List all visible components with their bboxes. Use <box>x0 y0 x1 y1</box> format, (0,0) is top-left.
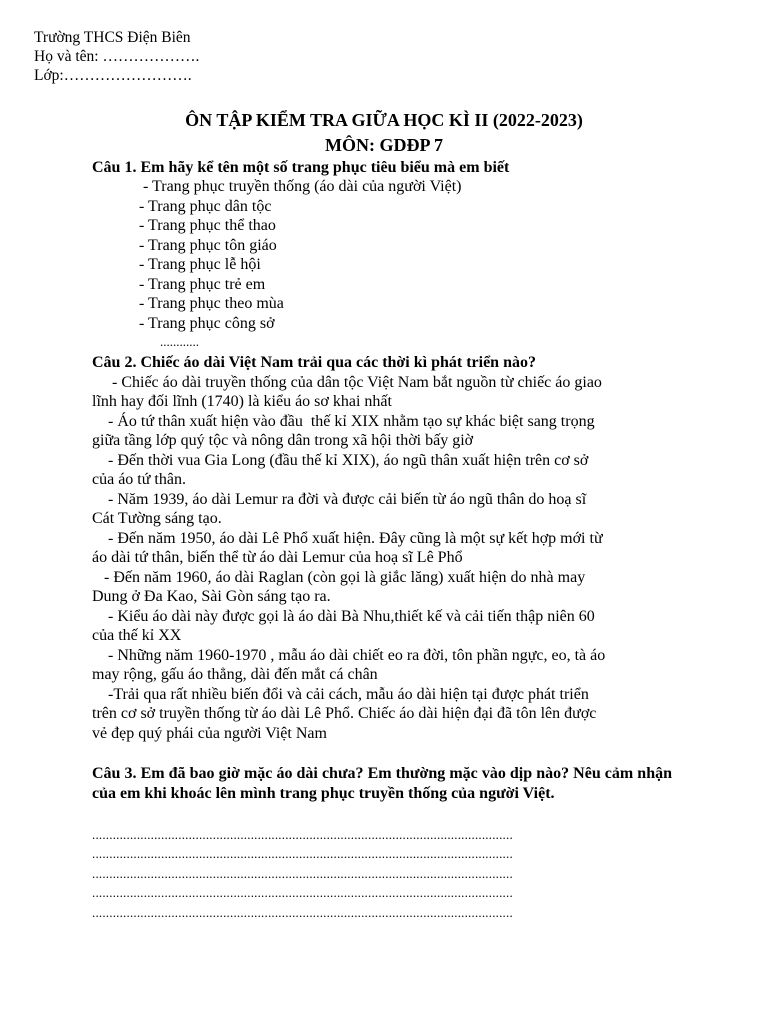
q2-line: - Kiểu áo dài này được gọi là áo dài Bà Nhu,thiết kế và cải tiến thập niên 60 <box>92 608 595 625</box>
q1-item: - Trang phục thể thao <box>139 217 276 234</box>
q1-item: - Trang phục công sở <box>139 315 275 332</box>
answer-line[interactable]: .......................................................................................................................... <box>92 885 513 900</box>
q2-line: - Chiếc áo dài truyền thống của dân tộc Việt Nam bắt nguồn từ chiếc áo giao <box>92 374 602 391</box>
class-line: Lớp:……………………. <box>34 67 192 84</box>
q1-ellipsis: ............ <box>160 334 199 349</box>
q2-line: - Đến năm 1960, áo dài Raglan (còn gọi là giắc lăng) xuất hiện do nhà may <box>92 569 586 586</box>
q1-item: - Trang phục trẻ em <box>139 276 266 293</box>
answer-line[interactable]: .......................................................................................................................... <box>92 827 513 842</box>
question-3: Câu 3. Em đã bao giờ mặc áo dài chưa? Em thường mặc vào dịp nào? Nêu cảm nhận của em khi khoác lên mình trang phục truyền thống của người Việt. <box>92 765 672 802</box>
q2-line: - Đến thời vua Gia Long (đầu thế kỉ XIX), áo ngũ thân xuất hiện trên cơ sở <box>92 452 589 469</box>
q1-item: - Trang phục lễ hội <box>139 256 261 273</box>
q2-line: - Đến năm 1950, áo dài Lê Phổ xuất hiện. Đây cũng là một sự kết hợp mới từ <box>92 530 603 547</box>
q1-item: - Trang phục dân tộc <box>139 198 272 215</box>
q2-line: lĩnh hay đối lĩnh (1740) là kiểu áo sơ khai nhất <box>92 393 392 410</box>
q2-line: - Áo tứ thân xuất hiện vào đầu thế kỉ XIX nhằm tạo sự khác biệt sang trọng <box>92 413 595 430</box>
q2-line: - Năm 1939, áo dài Lemur ra đời và được cải biến từ áo ngũ thân do hoạ sĩ <box>92 491 587 508</box>
q2-line: trên cơ sở truyền thống từ áo dài Lê Phổ. Chiếc áo dài hiện đại đã tôn lên được <box>92 705 597 722</box>
q2-line: - Những năm 1960-1970 , mẫu áo dài chiết eo ra đời, tôn phần ngực, eo, tà áo <box>92 647 606 664</box>
answer-line[interactable]: .......................................................................................................................... <box>92 846 513 861</box>
q1-item: - Trang phục tôn giáo <box>139 237 277 254</box>
answer-line[interactable]: .......................................................................................................................... <box>92 866 513 881</box>
question-2: Câu 2. Chiếc áo dài Việt Nam trải qua các thời kì phát triển nào? <box>92 354 536 371</box>
answer-line[interactable]: .......................................................................................................................... <box>92 905 513 920</box>
q2-line: giữa tầng lớp quý tộc và nông dân trong xã hội thời bấy giờ <box>92 432 474 449</box>
school-name: Trường THCS Điện Biên <box>34 29 191 46</box>
q2-line: Dung ở Đa Kao, Sài Gòn sáng tạo ra. <box>92 588 331 605</box>
page-title: ÔN TẬP KIỂM TRA GIỮA HỌC KÌ II (2022-2023) <box>185 110 583 130</box>
student-name-line: Họ và tên: ………………. <box>34 48 200 65</box>
question-1: Câu 1. Em hãy kể tên một số trang phục tiêu biểu mà em biết <box>92 159 510 176</box>
q2-line: may rộng, gấu áo thẳng, dài đến mắt cá chân <box>92 666 378 683</box>
q2-line: của thế kỉ XX <box>92 627 182 644</box>
q2-line: áo dài tứ thân, biến thể từ áo dài Lemur của hoạ sĩ Lê Phổ <box>92 549 463 566</box>
q1-item: - Trang phục theo mùa <box>139 295 284 312</box>
q2-line: -Trải qua rất nhiều biến đổi và cải cách, mẫu áo dài hiện tại được phát triển <box>92 686 589 703</box>
subject-title: MÔN: GDĐP 7 <box>325 135 443 155</box>
q2-line: của áo tứ thân. <box>92 471 186 488</box>
q2-line: Cát Tường sáng tạo. <box>92 510 222 527</box>
q1-item: - Trang phục truyền thống (áo dài của người Việt) <box>143 178 462 195</box>
q2-line: vẻ đẹp quý phái của người Việt Nam <box>92 725 327 742</box>
